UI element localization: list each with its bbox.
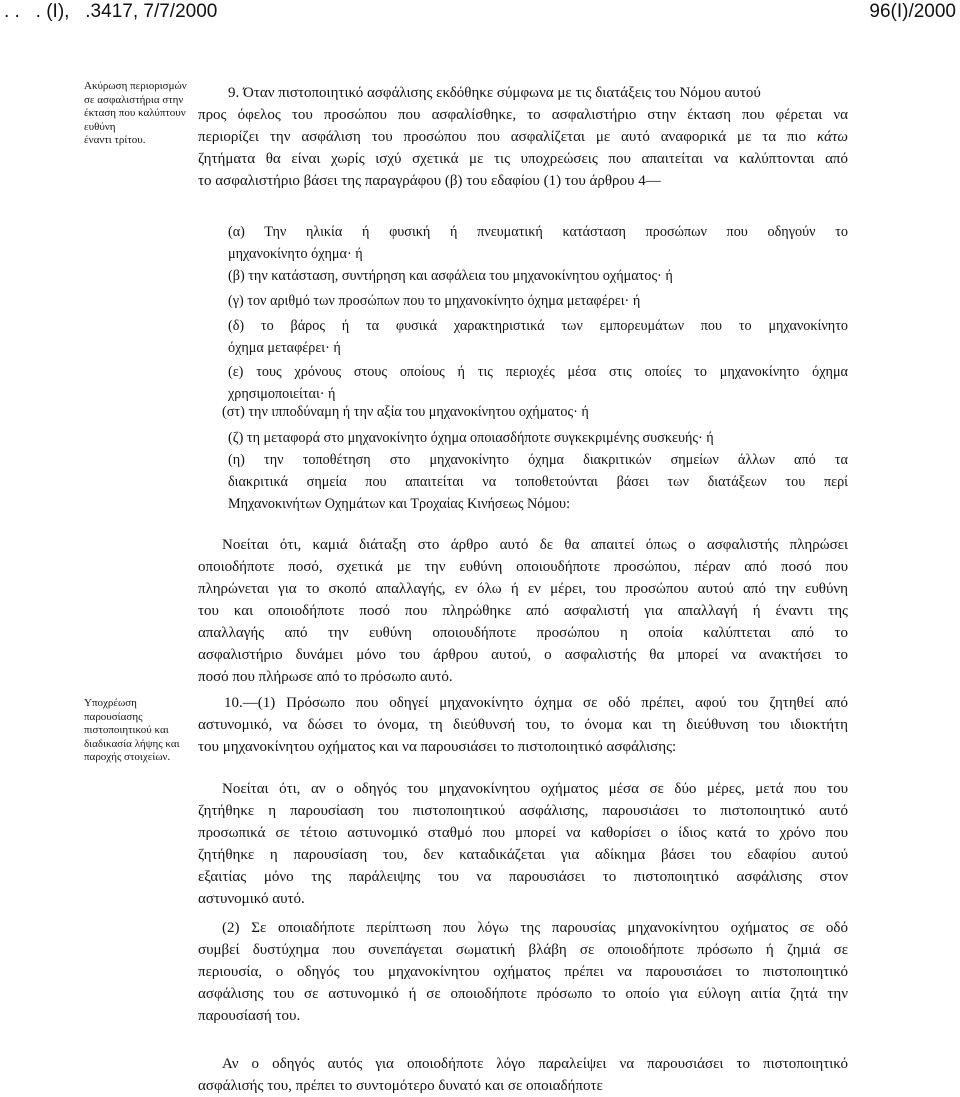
text-line: (η) την τοποθέτηση στο μηχανοκίνητο όχημα διακριτικών σημείων άλλων από τα [228,452,848,468]
margin-note-section-9 [84,80,187,148]
text-line: 9. Όταν πιστοποιητικό ασφάλισης εκδόθηκε σύμφωνα με τις διατάξεις του Νόμου αυτού [228,85,761,101]
text-line: το ασφαλιστήριο βάσει της παραγράφου (β) του εδαφίου (1) του άρθρου 4— [198,173,661,189]
text-line: (ζ) τη μεταφορά στο μηχανοκίνητο όχημα οποιασδήποτε συγκεκριμένης συσκευής· ή [228,430,714,446]
header-reference: . . . (Ι), .3417, 7/7/2000 [4,1,218,22]
text-line: διακριτικά σημεία που απαιτείται να τοποθετούνται βάσει των διατάξεων του περί [228,474,848,490]
header-law-number: 96(Ι)/2000 [869,1,956,22]
text-line: ζητήματα θα είναι χωρίς ισχύ σχετικά με τις υποχρεώσεις που απαιτείται να καλύπτονται από [198,151,848,167]
item-st [222,401,842,423]
margin-note-line: ευθύνη [84,120,116,133]
text-line: Μηχανοκινήτων Οχημάτων και Τροχαίας Κινήσεως Νόμου: [228,496,571,512]
margin-note-line: σε ασφαλιστήρια στην [84,93,184,106]
item-d [228,315,848,359]
margin-note-line: Ακύρωση περιορισμών [84,80,187,92]
text-line: απαλλαγής από την ευθύνη οποιουδήποτε προσώπου η οποία καλύπτεται από το [198,625,848,641]
text-line: (β) την κατάσταση, συντήρηση και ασφάλεια του μηχανοκίνητου οχήματος· ή [228,268,673,284]
text-line: προς όφελος του προσώπου που ασφαλίσθηκε, το ασφαλιστήριο στην έκταση που φέρεται να [198,107,848,123]
text-line: ποσό που πλήρωσε από το πρόσωπο αυτό. [198,669,453,685]
text-line: παρουσίασή του. [198,1008,301,1024]
proviso-section-9 [198,534,848,688]
item-b [228,265,848,287]
text-line: αστυνομικό, να δώσει το όνομα, τη διεύθυνσή του, το όνομα και τη διεύθυνση του ιδιοκτήτη [198,717,848,733]
text-line: αστυνομικό αυτό. [198,891,305,907]
margin-note-line: παρουσίασης [84,710,143,723]
text-line: (2) Σε οποιαδήποτε περίπτωση που λόγω της παρουσίας μηχανοκίνητου οχήματος σε οδό [222,920,848,936]
page-header [0,0,960,32]
text-line: προσωπικά σε τέτοιο αστυνομικό σταθμό που μπορεί να καθορίσει ο ίδιος κατά το χρόνο που [198,825,848,841]
proviso-section-10 [198,778,848,910]
text-line: ασφαλιστήριο δυνάμει μόνο του άρθρου αυτού, ο ασφαλιστής θα μπορεί να ανακτήσει το [198,647,848,663]
text-line: του μηχανοκίνητου οχήματος και να παρουσιάσει το πιστοποιητικό ασφάλισης: [198,739,677,755]
margin-note-line: Υποχρέωση [84,697,137,709]
text-line: συμβεί δυστύχημα που συνεπάγεται σωματική βλάβη σε οποιοδήποτε πρόσωπο ή ζημιά σε [198,942,848,958]
margin-note-line: έναντι τρίτου. [84,134,146,146]
text-line: (στ) την ιπποδύναμη ή την αξία του μηχανοκίνητου οχήματος· ή [222,404,589,420]
margin-note-line: έκταση που καλύπτουν [84,107,186,119]
margin-note-line: διαδικασία λήψης και [84,737,180,750]
text-line: Νοείται ότι, αν ο οδηγός του μηχανοκίνητου οχήματος μέσα σε δύο μέρες, μετά που του [222,781,848,797]
text-line: όχημα μεταφέρει· ή [228,340,341,356]
item-e [228,361,848,405]
subsection-2-text [198,917,848,1027]
text-line: (γ) τον αριθμό των προσώπων που το μηχανοκίνητο όχημα μεταφέρει· ή [228,293,641,309]
text-line: ασφάλισης του σε αστυνομικό ή σε οποιοδήποτε πρόσωπο το οποίο για εύλογη αιτία ζητά την [198,986,848,1002]
text-line: εξαιτίας μόνο της παράλειψης του να παρουσιάσει το πιστοποιητικό ασφάλισης στον [198,869,848,885]
text-line: μηχανοκίνητο όχημα· ή [228,246,363,262]
text-line: οποιοδήποτε ποσό, σχετικά με την ευθύνη οποιουδήποτε προσώπου, πέραν από ποσό που [198,559,848,575]
text-line: (ε) τους χρόνους στους οποίους ή τις περιοχές μέσα στις οποίες το μηχανοκίνητο όχημα [228,364,848,380]
text-line: του και οποιοδήποτε ποσό που πληρώθηκε από ασφαλιστή για απαλλαγή ή έναντι της [198,603,848,619]
text-line: (α) Την ηλικία ή φυσική ή πνευματική κατάσταση προσώπων που οδηγούν το [228,224,848,240]
text-line: περιορίζει την ασφάλιση του προσώπου που ασφαλίζεται με αυτό αναφορικά με τα πιο κάτω [198,129,849,145]
section-9-text [198,82,848,192]
last-paragraph [198,1053,848,1097]
text-line: (δ) το βάρος ή τα φυσικά χαρακτηριστικά των εμπορευμάτων που το μηχανοκίνητο [228,318,848,334]
item-h [228,449,848,515]
text-line: ζητήθηκε η παρουσίαση του, δεν καταδικάζεται για αδίκημα βάσει του εδαφίου αυτού [198,847,848,863]
text-line: ζητήθηκε η παρουσίαση του πιστοποιητικού ασφάλισης, παρουσιάσει το πιστοποιητικό αυτό [198,803,848,819]
margin-note-line: πιστοποιητικού και [84,724,169,736]
margin-note-line: παροχής στοιχείων. [84,751,171,763]
text-line: ασφάλισής του, πρέπει το συντομότερο δυνατό και σε οποιαδήποτε [198,1078,603,1094]
section-10-text [198,692,848,758]
text-line: χρησιμοποιείται· ή [228,386,336,402]
item-a [228,221,848,265]
text-line: 10.—(1) Πρόσωπο που οδηγεί μηχανοκίνητο όχημα σε οδό πρέπει, αφού του ζητηθεί από [224,695,848,711]
text-line: Νοείται ότι, καμιά διάταξη στο άρθρο αυτό δε θα απαιτεί όπως ο ασφαλιστής πληρώσει [222,537,848,553]
text-line: πληρώνεται για το σκοπό απαλλαγής, εν όλω ή εν μέρει, του προσώπου αυτού από την ευθύνη [198,581,848,597]
text-line: περιουσία, ο οδηγός του μηχανοκίνητου οχήματος πρέπει να παρουσιάσει το πιστοποιητικό [198,964,848,980]
margin-note-section-10 [84,697,180,765]
item-z [228,427,848,449]
item-c [228,290,848,312]
text-line: Αν ο οδηγός αυτός για οποιοδήποτε λόγο παραλείψει να παρουσιάσει το πιστοποιητικό [222,1056,848,1072]
